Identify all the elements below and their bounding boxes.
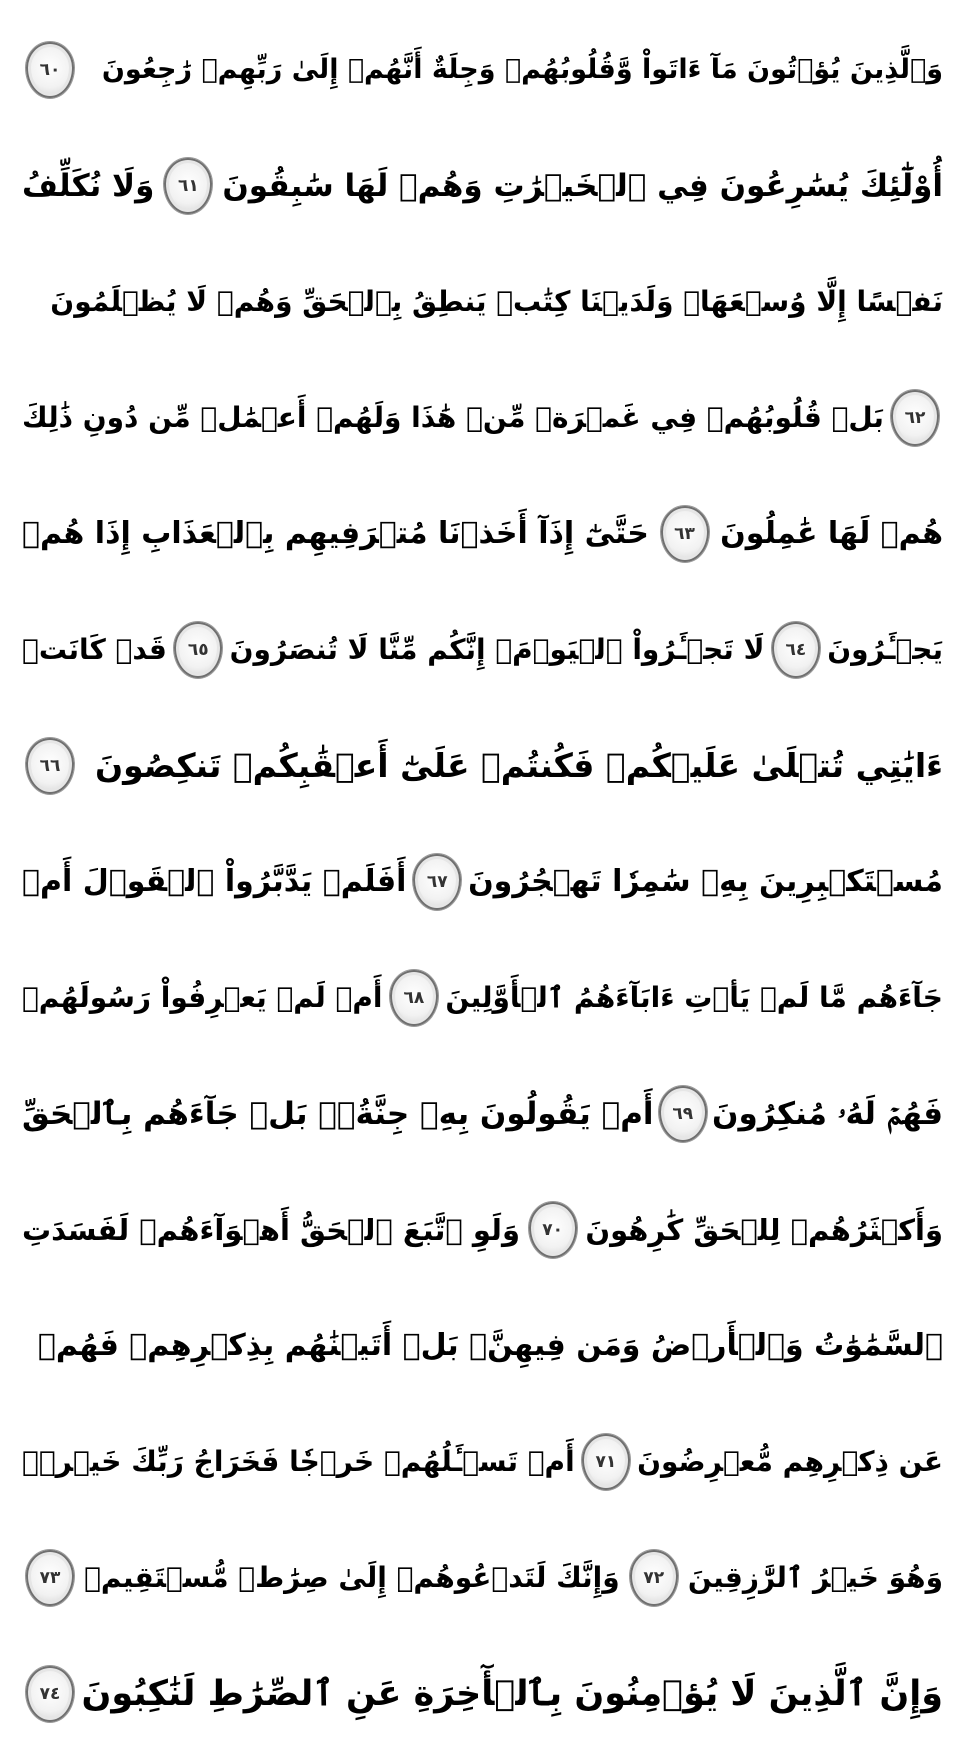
ayah-number-marker: ٦٣	[661, 506, 709, 562]
verse-text: يَجۡـَٔرُونَ	[827, 633, 943, 666]
ayah-number-marker: ٦٠	[26, 42, 74, 98]
ayah-number-marker: ٦٩	[659, 1086, 707, 1142]
text-line	[22, 1520, 943, 1636]
verse-text: جَآءَهُم مَّا لَمۡ يَأۡتِ ءَابَآءَهُمُ ٱلۡأَوَّلِينَ	[445, 981, 943, 1014]
verse-text: لَا تَجۡـَٔرُواْ ٱلۡيَوۡمَۖ إِنَّكُم مِّنَّا لَا تُنصَرُونَ	[229, 633, 765, 666]
verse-text: فَهُمۡ لَهُۥ مُنكِرُونَ	[712, 1096, 943, 1132]
text-line	[22, 244, 943, 360]
text-line	[22, 1636, 943, 1752]
verse-text: وَإِنَّكَ لَتَدۡعُوهُمۡ إِلَىٰ صِرَٰطٖ مُّسۡتَقِيمٖ	[84, 1561, 620, 1594]
verse-text: وَإِنَّ ٱلَّذِينَ لَا يُؤۡمِنُونَ بِٱلۡأٓخِرَةِ عَنِ ٱلصِّرَٰطِ لَنَٰكِبُونَ	[81, 1674, 943, 1714]
verse-text: أَفَلَمۡ يَدَّبَّرُواْ ٱلۡقَوۡلَ أَمۡ	[22, 864, 407, 899]
text-line	[22, 824, 943, 940]
ayah-number-marker: ٦٦	[26, 738, 74, 794]
ayah-number-marker: ٧٢	[630, 1550, 678, 1606]
verse-text: أُوْلَٰٓئِكَ يُسَٰرِعُونَ فِي ٱلۡخَيۡرَٰتِ وَهُمۡ لَهَا سَٰبِقُونَ	[222, 168, 943, 204]
text-line	[22, 1056, 943, 1172]
verse-text: وَلَا نُكَلِّفُ	[22, 168, 155, 204]
text-line	[22, 708, 943, 824]
ayah-number-marker: ٦٨	[390, 970, 438, 1026]
verse-text: عَن ذِكۡرِهِم مُّعۡرِضُونَ	[637, 1445, 943, 1478]
ayah-number-marker: ٦٥	[174, 622, 222, 678]
ayah-number-marker: ٧٣	[26, 1550, 74, 1606]
text-line	[22, 128, 943, 244]
verse-text: ٱلسَّمَٰوَٰتُ وَٱلۡأَرۡضُ وَمَن فِيهِنَّۚ بَلۡ أَتَيۡنَٰهُم بِذِكۡرِهِمۡ فَهُمۡ	[37, 1328, 943, 1363]
verse-text: أَمۡ يَقُولُونَ بِهِۦ جِنَّةُۢۚ بَلۡ جَآءَهُم بِٱلۡحَقِّ	[22, 1096, 654, 1132]
verse-text: بَلۡ قُلُوبُهُمۡ فِي غَمۡرَةٖ مِّنۡ هَٰذَا وَلَهُمۡ أَعۡمَٰلٞ مِّن دُونِ ذَٰلِكَ	[22, 401, 884, 434]
ayah-number-marker: ٧٠	[529, 1202, 577, 1258]
text-line	[22, 940, 943, 1056]
verse-text: وَهُوَ خَيۡرُ ٱلرَّٰزِقِينَ	[687, 1561, 943, 1594]
ayah-number-marker: ٦١	[164, 158, 212, 214]
verse-text: أَمۡ تَسۡـَٔلُهُمۡ خَرۡجٗا فَخَرَاجُ رَبِّكَ خَيۡرٞۖ	[22, 1445, 575, 1478]
text-line	[22, 12, 943, 128]
verse-text: حَتَّىٰٓ إِذَآ أَخَذۡنَا مُتۡرَفِيهِم بِٱلۡعَذَابِ إِذَا هُمۡ	[22, 516, 649, 551]
text-line	[22, 1288, 943, 1404]
verse-text: أَمۡ لَمۡ يَعۡرِفُواْ رَسُولَهُمۡ	[22, 981, 383, 1014]
verse-text: نَفۡسًا إِلَّا وُسۡعَهَاۚ وَلَدَيۡنَا كِتَٰبٞ يَنطِقُ بِٱلۡحَقِّ وَهُمۡ لَا يُظۡلَمُونَ	[50, 285, 943, 318]
verse-text: هُمۡ لَهَا عَٰمِلُونَ	[720, 516, 943, 551]
text-line	[22, 1172, 943, 1288]
ayah-number-marker: ٦٢	[891, 390, 939, 446]
verse-text: وَأَكۡثَرُهُمۡ لِلۡحَقِّ كَٰرِهُونَ	[585, 1213, 943, 1247]
verse-text: ءَايَٰتِي تُتۡلَىٰ عَلَيۡكُمۡ فَكُنتُمۡ عَلَىٰٓ أَعۡقَٰبِكُمۡ تَنكِصُونَ	[94, 746, 943, 785]
verse-text: مُسۡتَكۡبِرِينَ بِهِۦ سَٰمِرٗا تَهۡجُرُونَ	[468, 864, 943, 899]
verse-text: وَلَوِ ٱتَّبَعَ ٱلۡحَقُّ أَهۡوَآءَهُمۡ لَفَسَدَتِ	[22, 1213, 520, 1247]
ayah-number-marker: ٧٤	[26, 1666, 74, 1722]
ayah-number-marker: ٧١	[582, 1434, 630, 1490]
text-line	[22, 1404, 943, 1520]
verse-text: وَٱلَّذِينَ يُؤۡتُونَ مَآ ءَاتَواْ وَّقُلُوبُهُمۡ وَجِلَةٌ أَنَّهُمۡ إِلَىٰ رَبِّهِمۡ رَٰجِعُونَ	[101, 54, 943, 85]
text-line	[22, 476, 943, 592]
text-line	[22, 592, 943, 708]
ayah-number-marker: ٦٧	[413, 854, 461, 910]
ayah-number-marker: ٦٤	[772, 622, 820, 678]
verse-text: قَدۡ كَانَتۡ	[22, 633, 167, 666]
text-line	[22, 360, 943, 476]
